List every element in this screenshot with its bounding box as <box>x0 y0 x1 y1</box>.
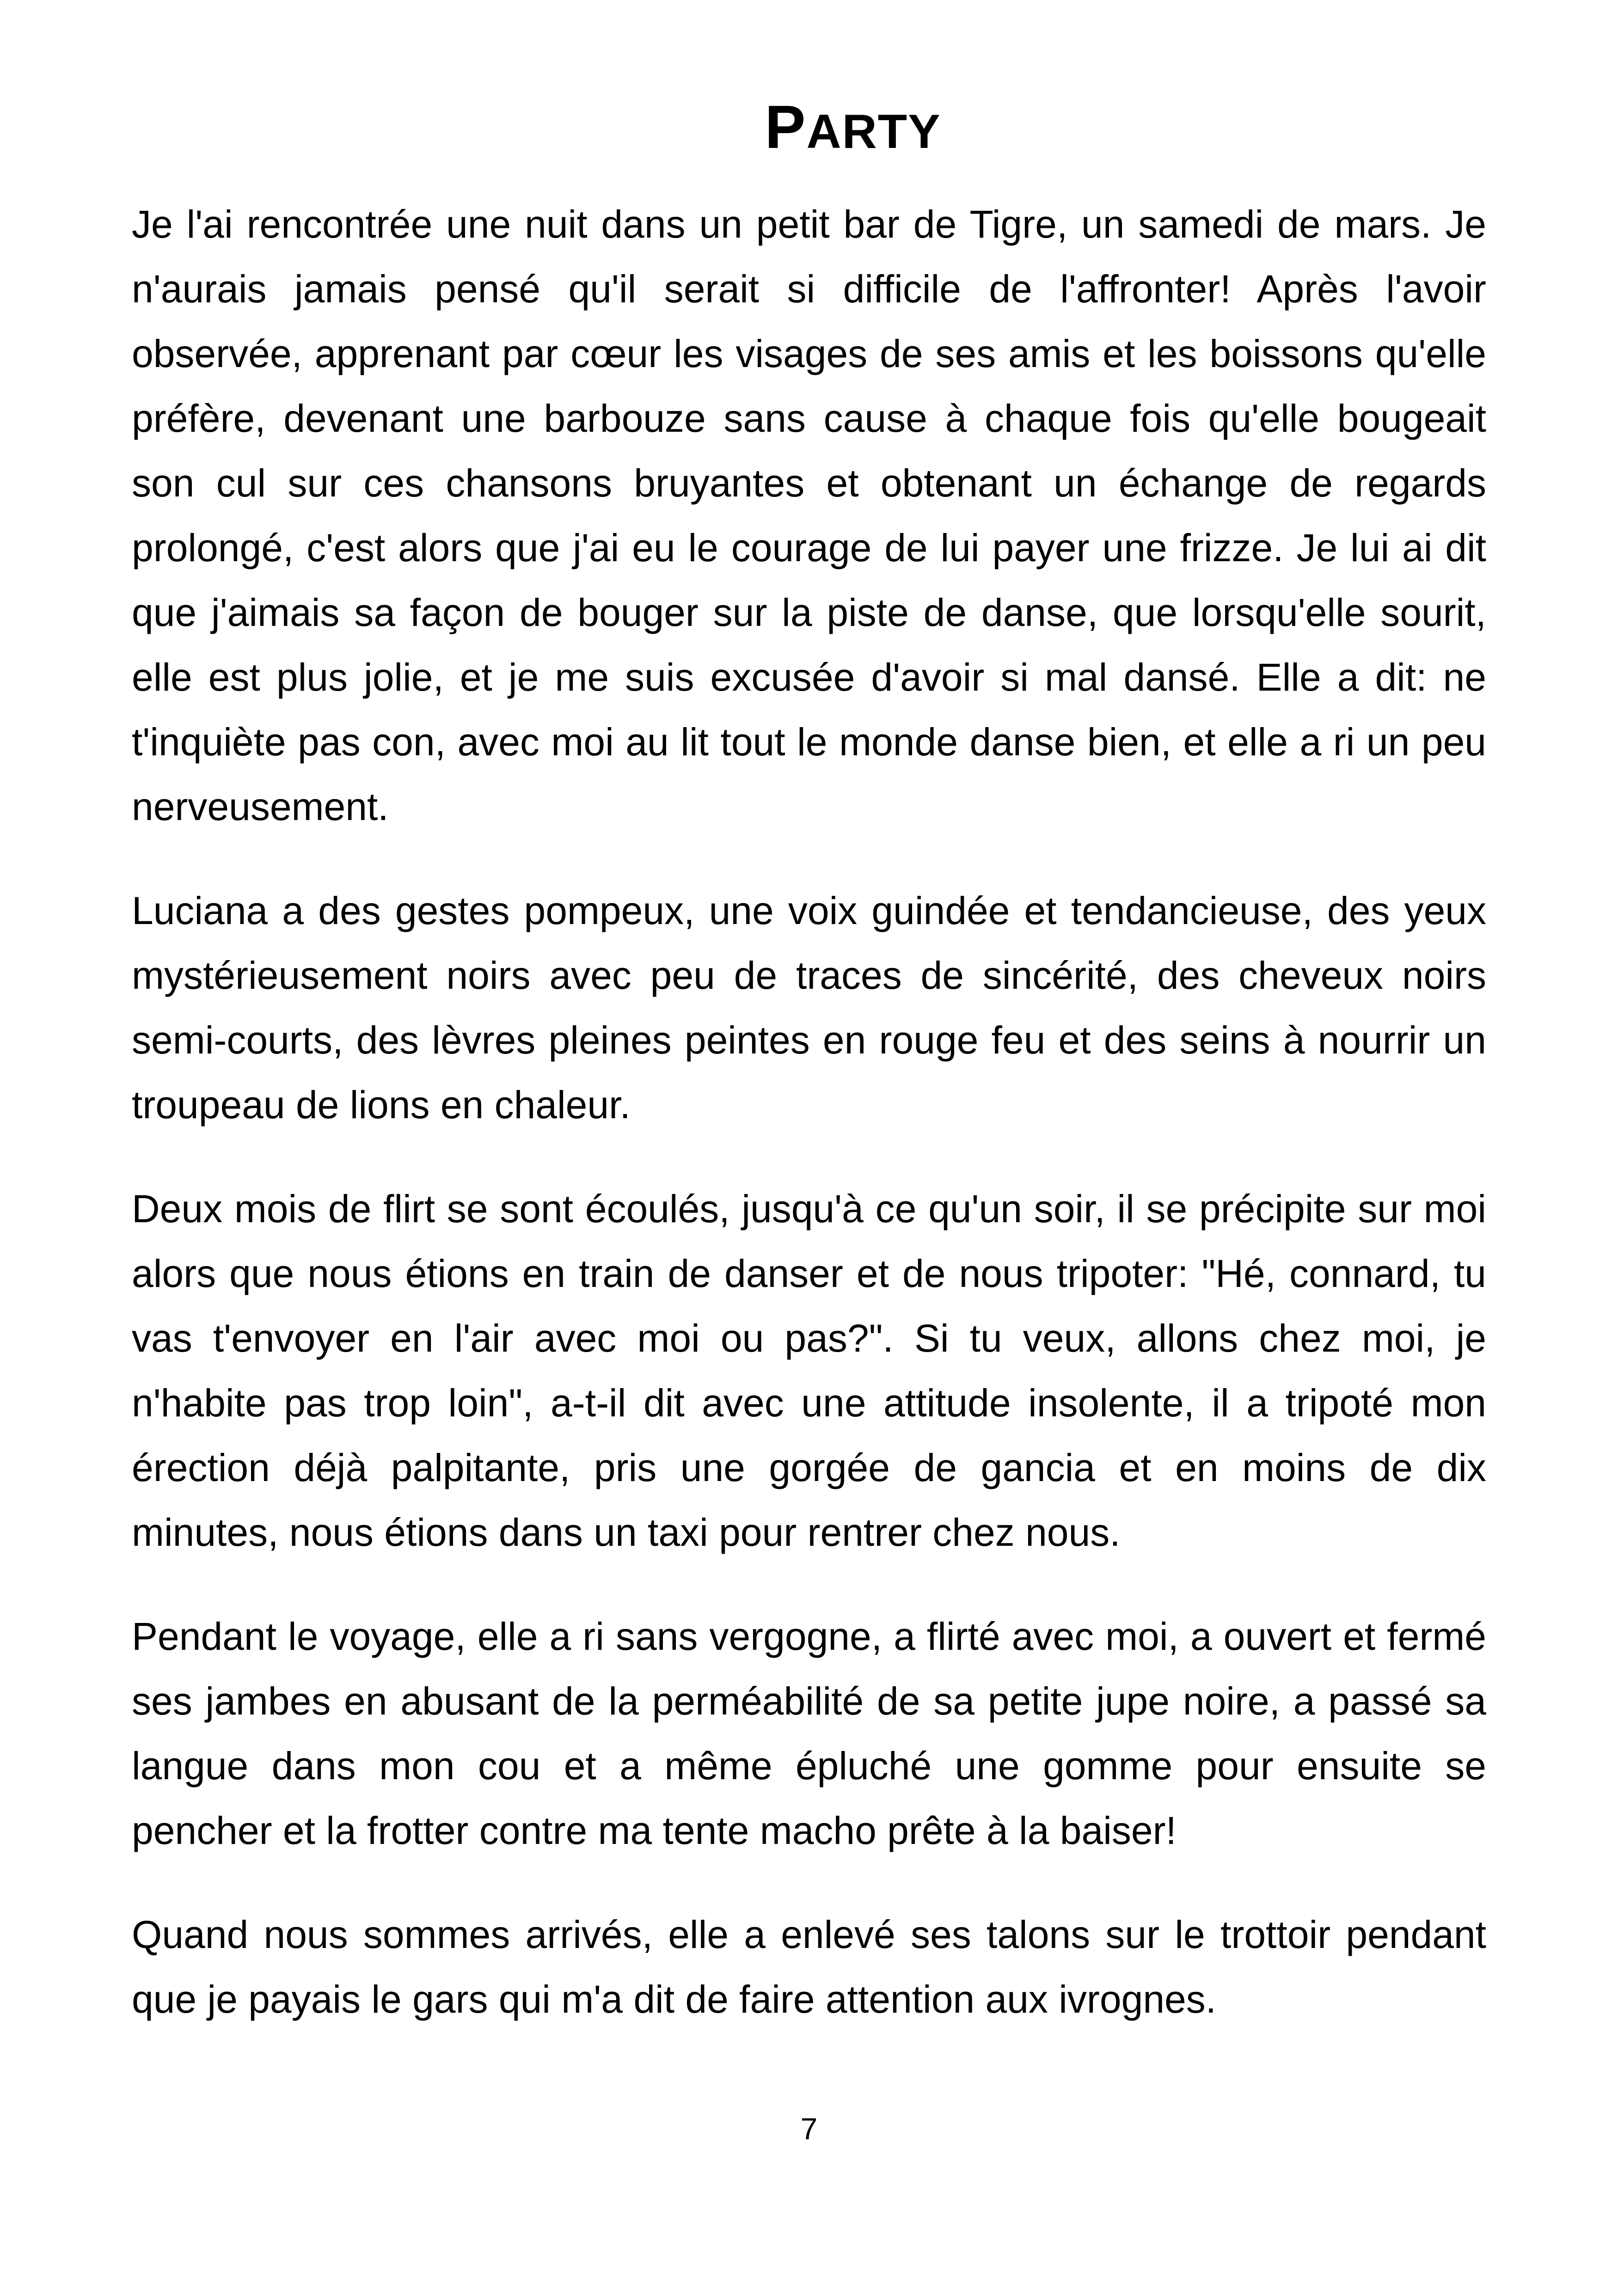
paragraph: Deux mois de flirt se sont écoulés, jusqu'à ce qu'un soir, il se précipite sur moi alors que nous étions en train de danser et de nous tripoter: "Hé, connard, tu vas t'envoyer en l'air avec moi ou pas?". Si tu veux, allons chez moi, je n'habite pas trop loin", a-t-il dit avec une attitude insolente, il a tripoté mon érection déjà palpitante, pris une gorgée de gancia et en moins de dix minutes, nous étions dans un taxi pour rentrer chez nous. <box>132 1187 1486 1554</box>
title-initial: P <box>765 93 807 161</box>
body-text <box>132 192 1486 2071</box>
paragraph: Quand nous sommes arrivés, elle a enlevé ses talons sur le trottoir pendant que je payais le gars qui m'a dit de faire attention aux ivrognes. <box>132 1913 1486 2021</box>
paragraph: Luciana a des gestes pompeux, une voix guindée et tendancieuse, des yeux mystérieusement noirs avec peu de traces de sincérité, des cheveux noirs semi-courts, des lèvres pleines peintes en rouge feu et des seins à nourrir un troupeau de lions en chaleur. <box>132 889 1486 1127</box>
title-rest: ARTY <box>806 105 941 159</box>
paragraph: Je l'ai rencontrée une nuit dans un petit bar de Tigre, un samedi de mars. Je n'aurais jamais pensé qu'il serait si difficile de l'affronter! Après l'avoir observée, apprenant par cœur les visages de ses amis et les boissons qu'elle préfère, devenant une barbouze sans cause à chaque fois qu'elle bougeait son cul sur ces chansons bruyantes et obtenant un échange de regards prolongé, c'est alors que j'ai eu le courage de lui payer une frizze. Je lui ai dit que j'aimais sa façon de bouger sur la piste de danse, que lorsqu'elle sourit, elle est plus jolie, et je me suis excusée d'avoir si mal dansé. Elle a dit: ne t'inquiète pas con, avec moi au lit tout le monde danse bien, et elle a ri un peu nerveusement. <box>132 202 1486 828</box>
paragraph: Pendant le voyage, elle a ri sans vergogne, a flirté avec moi, a ouvert et fermé ses jambes en abusant de la perméabilité de sa petite jupe noire, a passé sa langue dans mon cou et a même épluché une gomme pour ensuite se pencher et la frotter contre ma tente macho prête à la baiser! <box>132 1615 1486 1852</box>
page-number: 7 <box>800 2112 818 2146</box>
page-title <box>44 81 1618 178</box>
